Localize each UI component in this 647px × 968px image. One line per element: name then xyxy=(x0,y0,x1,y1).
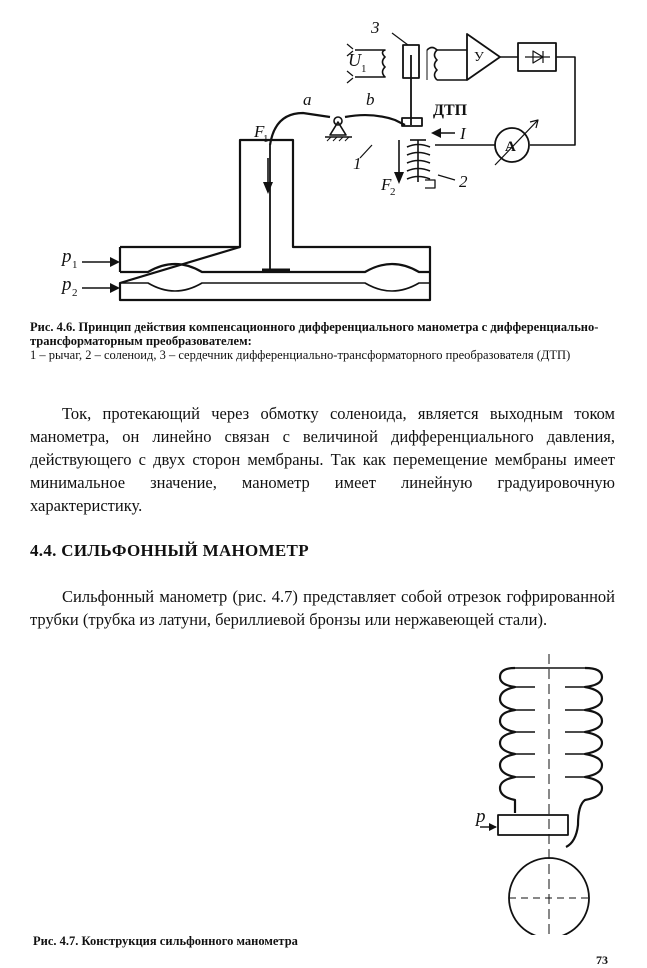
figure-4-6-caption xyxy=(30,320,615,362)
figure-4-7-caption xyxy=(33,934,298,949)
label-2: 2 xyxy=(459,172,468,191)
label-f1: F xyxy=(254,122,265,141)
paragraph-2: Сильфонный манометр (рис. 4.7) представляет собой отрезок гофрированной трубки (трубка из латуни, бериллиевой бронзы или нержавеющей стали). xyxy=(30,587,615,629)
figure-4-6-caption-title: Рис. 4.6. Принцип действия компенсационного дифференциального манометра с дифференциально-трансформаторным преобразователем: xyxy=(30,320,599,348)
label-3: 3 xyxy=(371,18,380,37)
label-b: b xyxy=(366,90,375,109)
section-title: 4.4. СИЛЬФОННЫЙ МАНОМЕТР xyxy=(30,541,309,560)
label-f1-sub: 1 xyxy=(263,133,269,145)
label-p1: p xyxy=(62,246,72,267)
figure-4-6-diagram xyxy=(0,0,647,320)
label-u1-sub: 1 xyxy=(361,63,367,75)
label-f2: F xyxy=(381,175,392,194)
label-p2-sub: 2 xyxy=(72,287,78,299)
figure-4-6-caption-legend: 1 – рычаг, 2 – соленоид, 3 – сердечник дифференциально-трансформаторного преобразователя (ДТП) xyxy=(30,348,571,362)
label-ammeter: A xyxy=(505,139,516,155)
label-current: I xyxy=(460,124,466,143)
label-amplifier: У xyxy=(474,50,484,65)
figure-4-7-caption-text: Рис. 4.7. Конструкция сильфонного манометра xyxy=(33,934,298,948)
label-p: p xyxy=(476,806,486,827)
label-f2-sub: 2 xyxy=(390,186,396,198)
figure-4-7-diagram xyxy=(460,650,630,935)
label-dtp: ДТП xyxy=(433,102,468,119)
label-p2: p xyxy=(62,274,72,295)
page-number: 73 xyxy=(596,953,608,967)
label-u1: U xyxy=(348,50,361,70)
label-1: 1 xyxy=(353,154,362,173)
paragraph-1: Ток, протекающий через обмотку соленоида, является выходным током манометра, он линейно связан с величиной дифференциального давления, действующего с двух сторон мембраны. Так как перемещение мембраны имеет минимальное значение, манометр имеет линейную градуировочную характеристику. xyxy=(30,404,615,515)
label-p1-sub: 1 xyxy=(72,259,78,271)
label-a: a xyxy=(303,90,312,109)
